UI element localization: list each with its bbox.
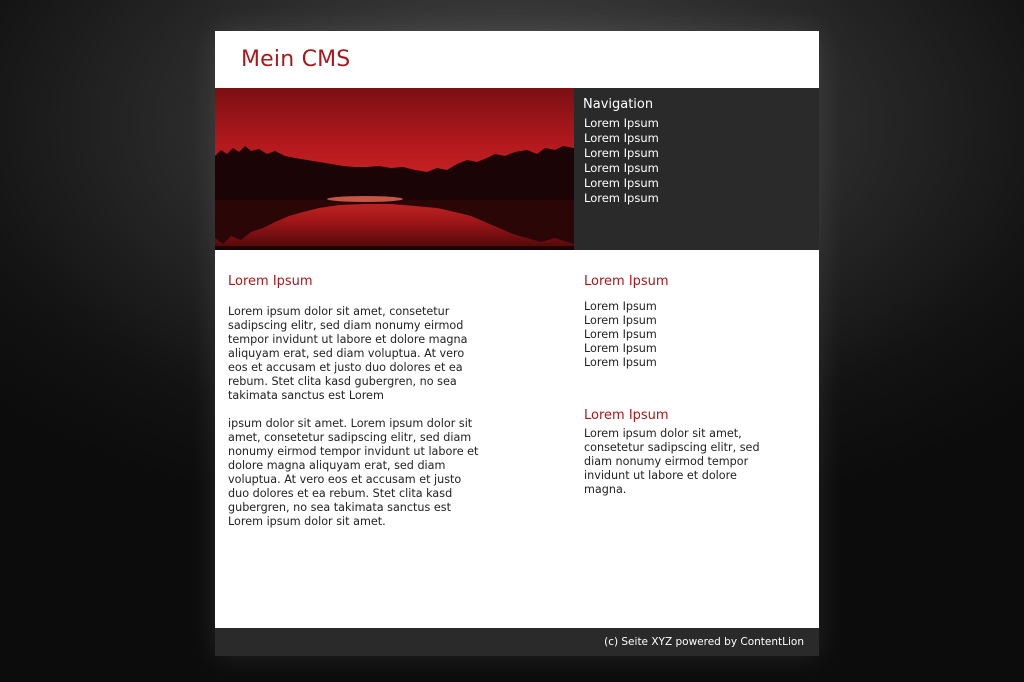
red-sunset-lake-image bbox=[215, 88, 574, 250]
main-paragraph: ipsum dolor sit amet. Lorem ipsum dolor sit amet, consetetur sadipscing elitr, sed diam nonumy eirmod tempor invidunt ut labore et dolore magna aliquyam erat, sed diam voluptua. At vero eos et accusam et justo duo dolores et ea rebum. Stet clita kasd gubergren, no sea takimata sanctus est Lorem ipsum dolor sit amet. bbox=[228, 417, 479, 528]
main-paragraph: Lorem ipsum dolor sit amet, consetetur sadipscing elitr, sed diam nonumy eirmod tempor invidunt ut labore et dolore magna aliquyam erat, sed diam voluptua. At vero eos et accusam et justo duo dolores et ea rebum. Stet clita kasd gubergren, no sea takimata sanctus est Lorem bbox=[228, 305, 468, 402]
nav-item[interactable]: Lorem Ipsum bbox=[584, 146, 659, 160]
footer-text: (c) Seite XYZ powered by ContentLion bbox=[604, 636, 804, 648]
sidebar-list-item[interactable]: Lorem Ipsum bbox=[584, 356, 657, 369]
sidebar-content bbox=[584, 274, 804, 497]
nav-item[interactable]: Lorem Ipsum bbox=[584, 116, 659, 130]
nav-item[interactable]: Lorem Ipsum bbox=[584, 131, 659, 145]
sidebar-list-item[interactable]: Lorem Ipsum bbox=[584, 300, 657, 313]
nav-item[interactable]: Lorem Ipsum bbox=[584, 176, 659, 190]
page-container bbox=[215, 31, 819, 656]
main-content bbox=[228, 274, 488, 529]
main-heading: Lorem Ipsum bbox=[228, 274, 313, 289]
navigation-title: Navigation bbox=[583, 97, 654, 112]
nav-item[interactable]: Lorem Ipsum bbox=[584, 191, 659, 205]
sidebar-list-item[interactable]: Lorem Ipsum bbox=[584, 342, 657, 355]
banner-image bbox=[215, 88, 574, 250]
sidebar-list bbox=[584, 300, 804, 370]
sidebar-list-item[interactable]: Lorem Ipsum bbox=[584, 328, 657, 341]
navigation-panel bbox=[574, 88, 819, 250]
sidebar-paragraph: Lorem ipsum dolor sit amet, consetetur sadipscing elitr, sed diam nonumy eirmod tempor invidunt ut labore et dolore magna. bbox=[584, 427, 760, 496]
site-title[interactable]: Mein CMS bbox=[241, 47, 351, 72]
navigation-list bbox=[584, 116, 659, 206]
sidebar-heading: Lorem Ipsum bbox=[584, 274, 669, 289]
nav-item[interactable]: Lorem Ipsum bbox=[584, 161, 659, 175]
sidebar-list-item[interactable]: Lorem Ipsum bbox=[584, 314, 657, 327]
site-footer bbox=[215, 628, 819, 656]
sidebar-heading: Lorem Ipsum bbox=[584, 408, 669, 423]
site-header bbox=[215, 31, 819, 88]
